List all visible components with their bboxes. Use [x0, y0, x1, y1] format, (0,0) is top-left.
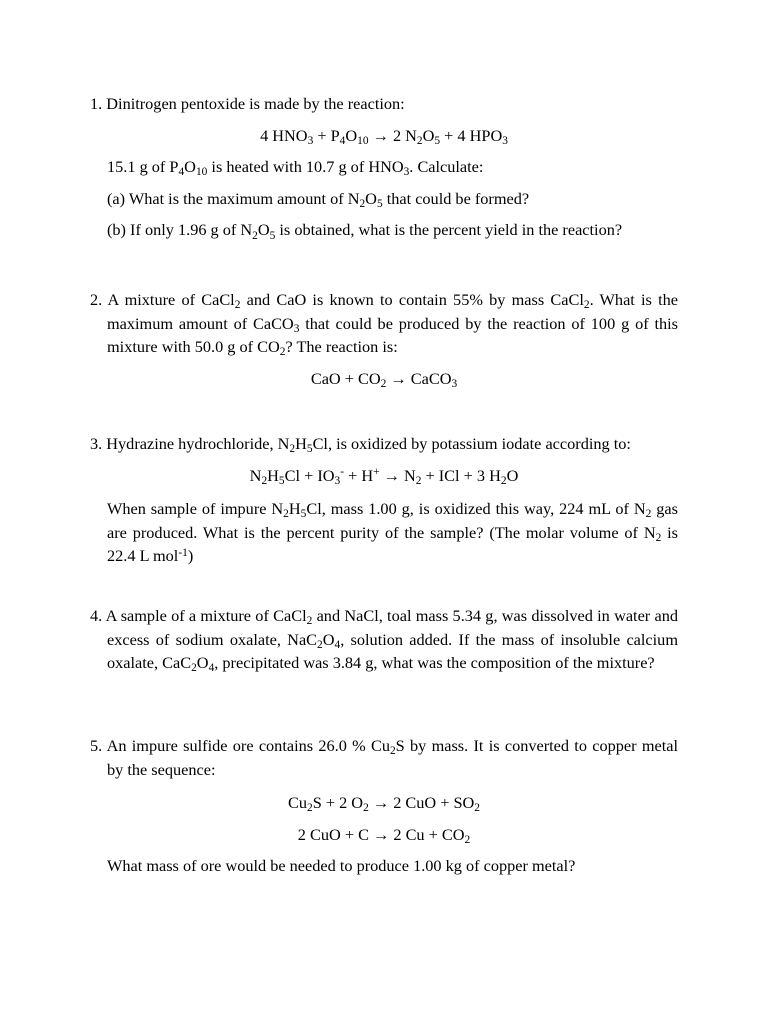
question-5 [90, 734, 678, 878]
q1-part-b: (b) If only 1.96 g of $N_2O_5$ is obtained, what is the percent yield in the reaction? [107, 220, 623, 242]
q5-question: What mass of ore would be needed to produce 1.00 kg of copper metal? [107, 856, 576, 876]
q2-equation: CaO + $CO_2$ → CaCO$_3$ [310, 368, 458, 390]
question-3 [90, 432, 678, 568]
question-4 [90, 604, 678, 675]
q1-equation: 4 $HNO_3 + P_4O_{10} \to 2$ $N_2O_5 + 4$ $HPO_3$ [260, 125, 508, 147]
q1-given: 15.1 g of $P_4O_{10}$ is heated with 10.7 g of $HNO_3$. Calculate: [107, 157, 484, 179]
q2-prompt: 2. A mixture of CaCl$_2$ and CaO is known to contain 55% by mass CaCl$_2$. What is the maximum amount of CaCO$_3$ that could be produced by the reaction of 100 g of this mixture with 50.0 g of $CO_2$? The reaction is: [90, 290, 679, 359]
question-2 [90, 288, 678, 390]
q1-part-a: (a) What is the maximum amount of $N_2O_5$ that could be formed? [107, 188, 530, 210]
q5-equation-1: $Cu_2S + 2$ $O_2 \to 2$ CuO + $SO_2$ [287, 793, 480, 815]
q5-prompt: 5. An impure sulfide ore contains 26.0 % $Cu_2S$ by mass. It is converted to copper metal by the sequence: [90, 736, 678, 779]
q4-prompt: 4. A sample of a mixture of CaCl$_2$ and NaCl, toal mass 5.34 g, was dissolved in water and excess of sodium oxalate, $NaC_2O_4$, solution added. If the mass of insoluble calcium oxalate, $CaC_2O_4$, precipitated was 3.84 g, what was the composition of the mixture? [90, 606, 678, 675]
q1-prompt: 1. Dinitrogen pentoxide is made by the reaction: [90, 94, 405, 113]
q5-equation-2: 2 CuO + C → 2 $Cu + CO_2$ [297, 824, 471, 846]
q3-prompt: 3. Hydrazine hydrochloride, $N_2H_5Cl$, is oxidized by potassium iodate according to: [90, 434, 631, 456]
question-1 [90, 92, 678, 242]
q3-body: When sample of impure $N_2H_5Cl$, mass 1.00 g, is oxidized this way, 224 mL of $N_2$ gas are produced. What is the percent purity of the sample? (The molar volume of $N_2$ is 22.4 L mol$^{-1}$) [107, 499, 678, 566]
q3-equation: $N_2H_5Cl + IO_3^- + H^+ \to N_2$ + ICl + 3 $H_2O$ [249, 465, 519, 487]
